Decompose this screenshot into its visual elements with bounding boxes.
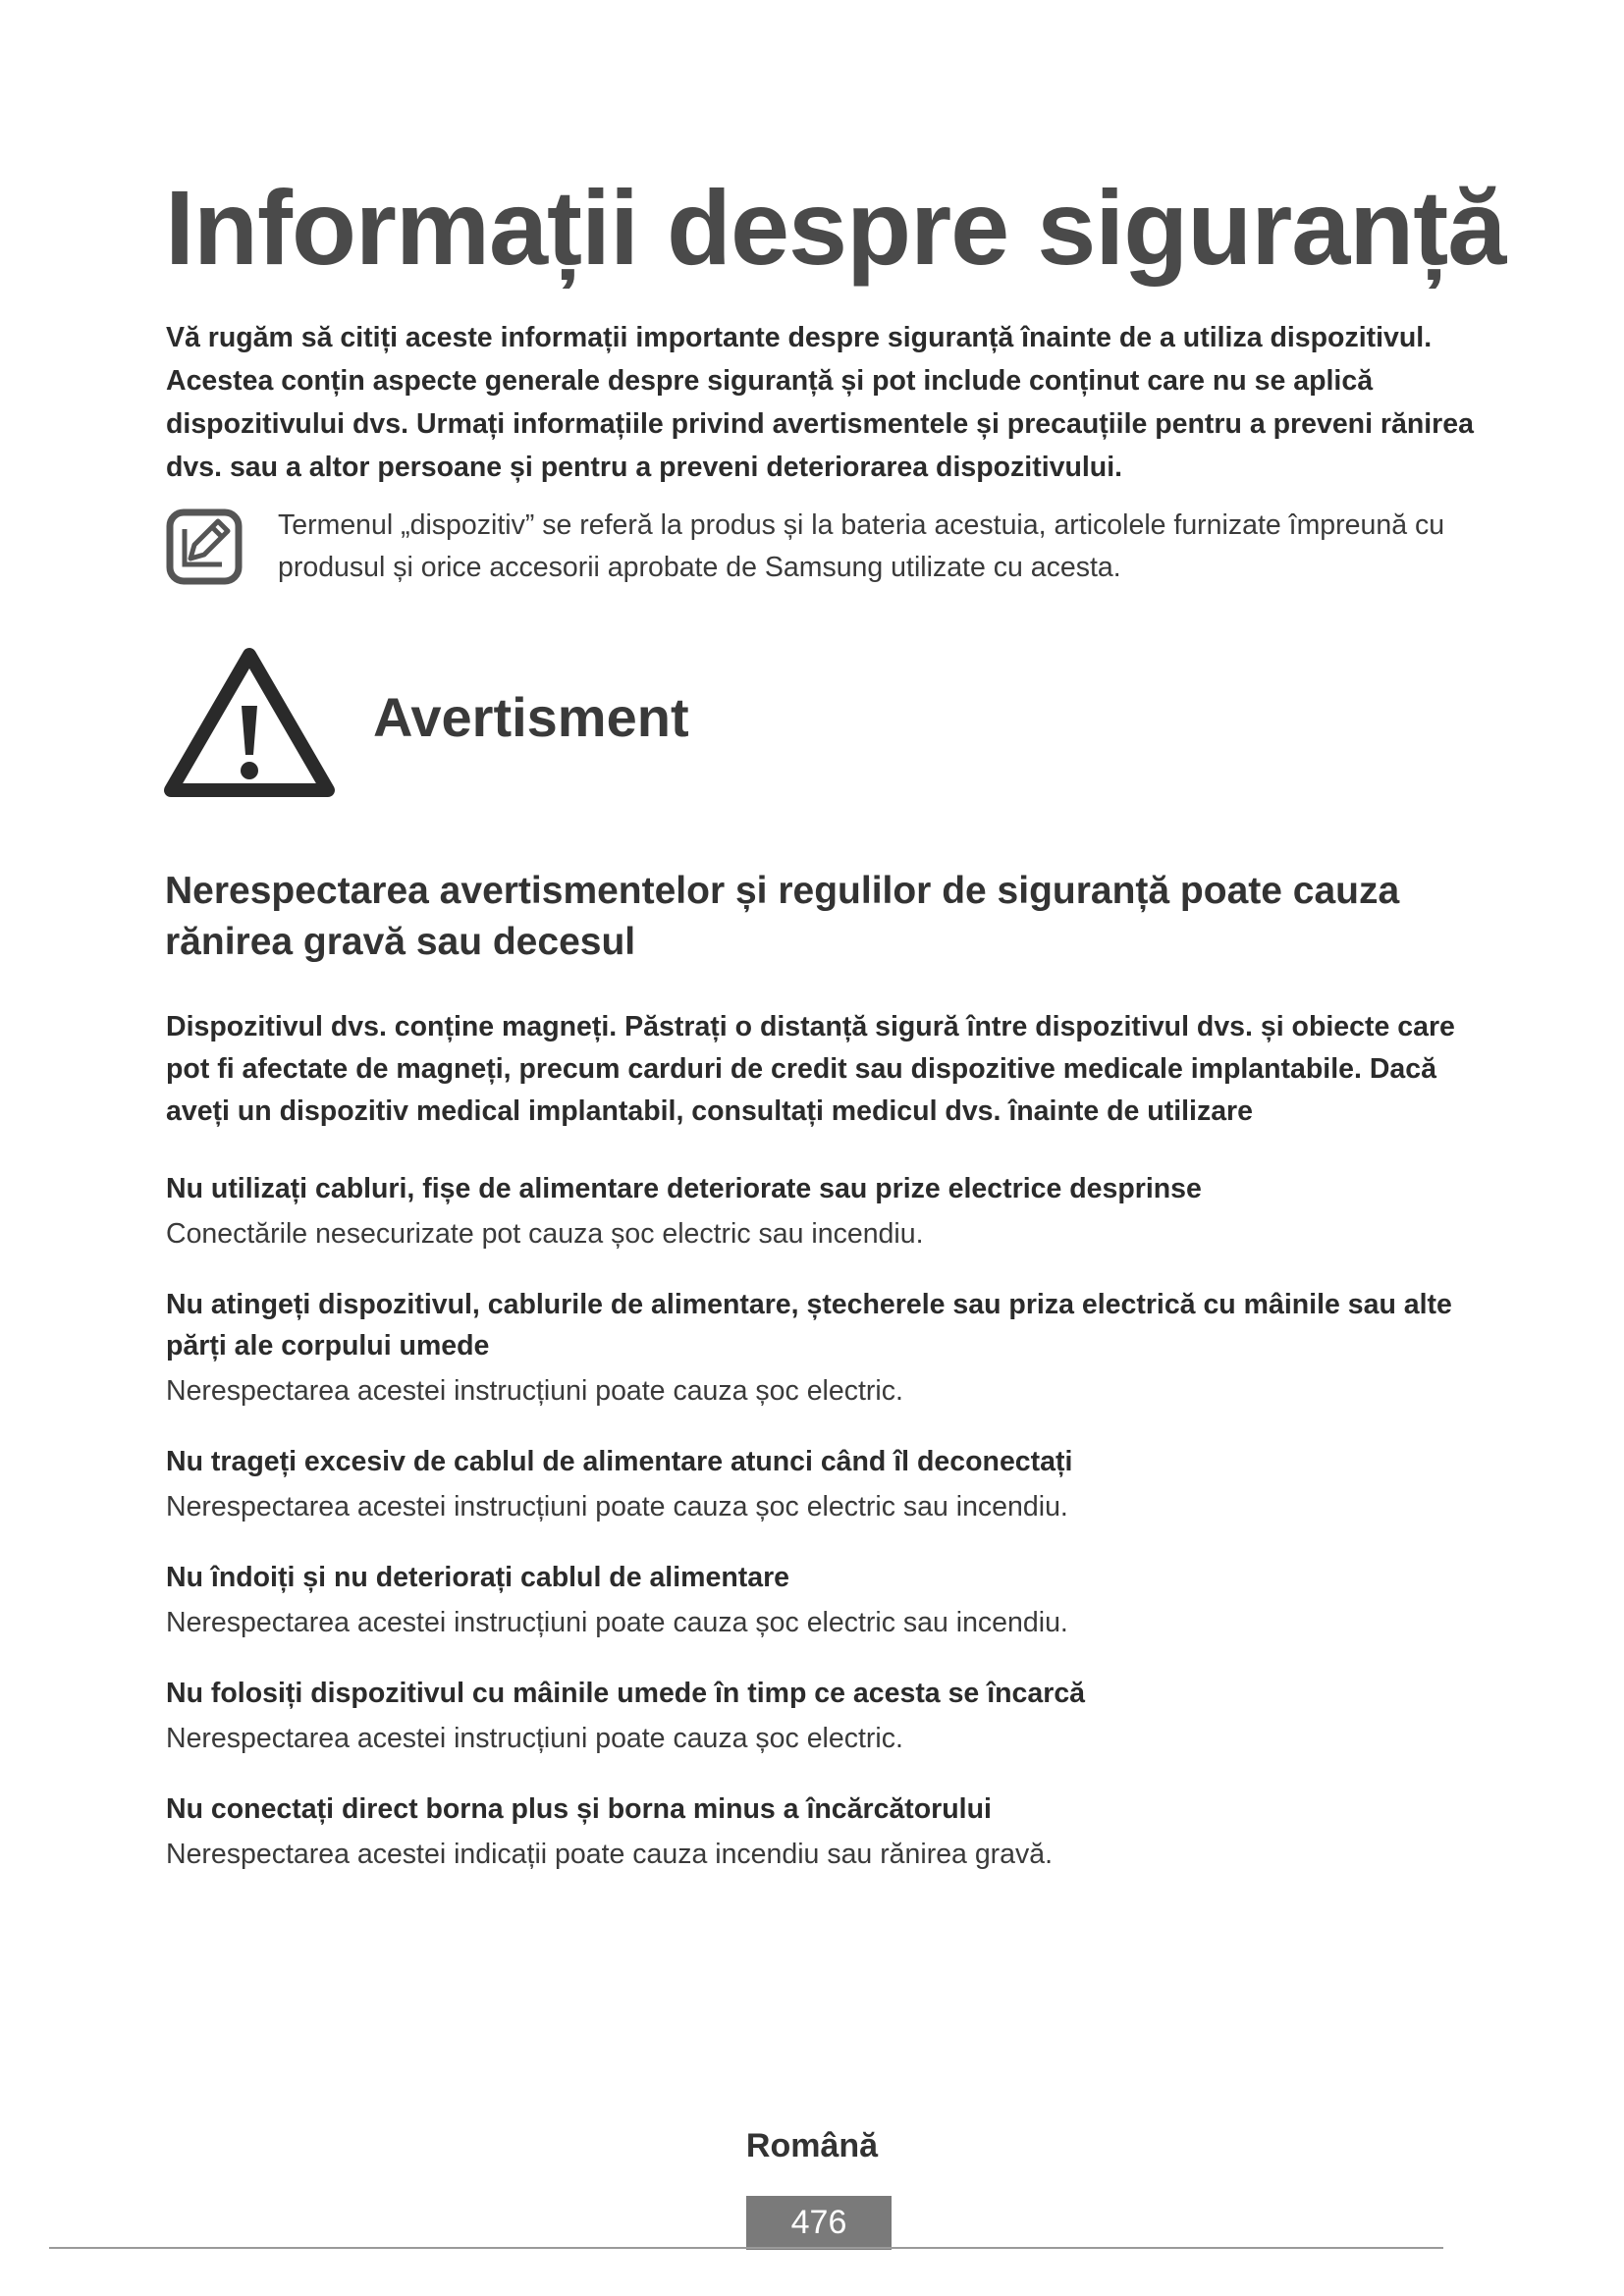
page-title: Informații despre siguranță [165, 168, 1506, 287]
rule-title: Nu utilizați cabluri, fișe de alimentare deteriorate sau prize electrice desprinse [166, 1173, 1202, 1204]
safety-rule [166, 1673, 1501, 1759]
magnet-notice: Dispozitivul dvs. conține magneți. Păstrați o distanță sigură între dispozitivul dvs. și obiecte care pot fi afectate de magneți, precum carduri de credit sau dispozitive medicale implantabile. Dacă aveți un dispozitiv medical implantabil, consultați medicul dvs. înainte de utilizare [166, 1011, 1455, 1127]
safety-rule [166, 1168, 1501, 1255]
warning-subheading: Nerespectarea avertismentelor și regulilor de siguranță poate cauza rănirea gravă sau decesul [165, 870, 1400, 963]
rule-description: Nerespectarea acestei instrucțiuni poate cauza șoc electric. [166, 1723, 903, 1754]
footer-divider [49, 2247, 1443, 2249]
warning-heading: Avertisment [373, 686, 689, 748]
rule-title: Nu folosiți dispozitivul cu mâinile umede în timp ce acesta se încarcă [166, 1678, 1086, 1709]
rule-title: Nu trageți excesiv de cablul de alimentare atunci când îl deconectați [166, 1446, 1073, 1477]
footer-language: Română [745, 2127, 879, 2164]
safety-rules-list [166, 1168, 1501, 1904]
note-pencil-icon [165, 507, 244, 586]
rule-title: Nu atingeți dispozitivul, cablurile de alimentare, ștecherele sau priza electrică cu mâinile sau alte părți ale corpului umede [166, 1289, 1452, 1362]
safety-rule [166, 1441, 1501, 1527]
safety-rule [166, 1789, 1501, 1875]
safety-rule [166, 1557, 1501, 1643]
page-number: 476 [746, 2196, 892, 2250]
safety-rule [166, 1284, 1501, 1412]
warning-triangle-icon [163, 645, 336, 799]
rule-description: Nerespectarea acestei instrucțiuni poate cauza șoc electric sau incendiu. [166, 1607, 1068, 1638]
rule-description: Nerespectarea acestei instrucțiuni poate cauza șoc electric sau incendiu. [166, 1491, 1068, 1522]
rule-description: Nerespectarea acestei instrucțiuni poate cauza șoc electric. [166, 1375, 903, 1407]
rule-title: Nu îndoiți și nu deteriorați cablul de alimentare [166, 1562, 790, 1593]
intro-paragraph: Vă rugăm să citiți aceste informații importante despre siguranță înainte de a utiliza dispozitivul. Acestea conțin aspecte generale despre siguranță și pot include conținut care nu se aplică dispozitivului dvs. Urmați informațiile privind avertismentele și precauțiile pentru a preveni rănirea dvs. sau a altor persoane și pentru a preveni deteriorarea dispozitivului. [166, 322, 1474, 483]
rule-title: Nu conectați direct borna plus și borna minus a încărcătorului [166, 1793, 992, 1825]
rule-description: Conectările nesecurizate pot cauza șoc electric sau incendiu. [166, 1218, 924, 1250]
rule-description: Nerespectarea acestei indicații poate cauza incendiu sau rănirea gravă. [166, 1839, 1054, 1870]
note-text: Termenul „dispozitiv” se referă la produs și la bateria acestuia, articolele furnizate împreună cu produsul și orice accesorii aprobate de Samsung utilizate cu acesta. [278, 509, 1445, 583]
